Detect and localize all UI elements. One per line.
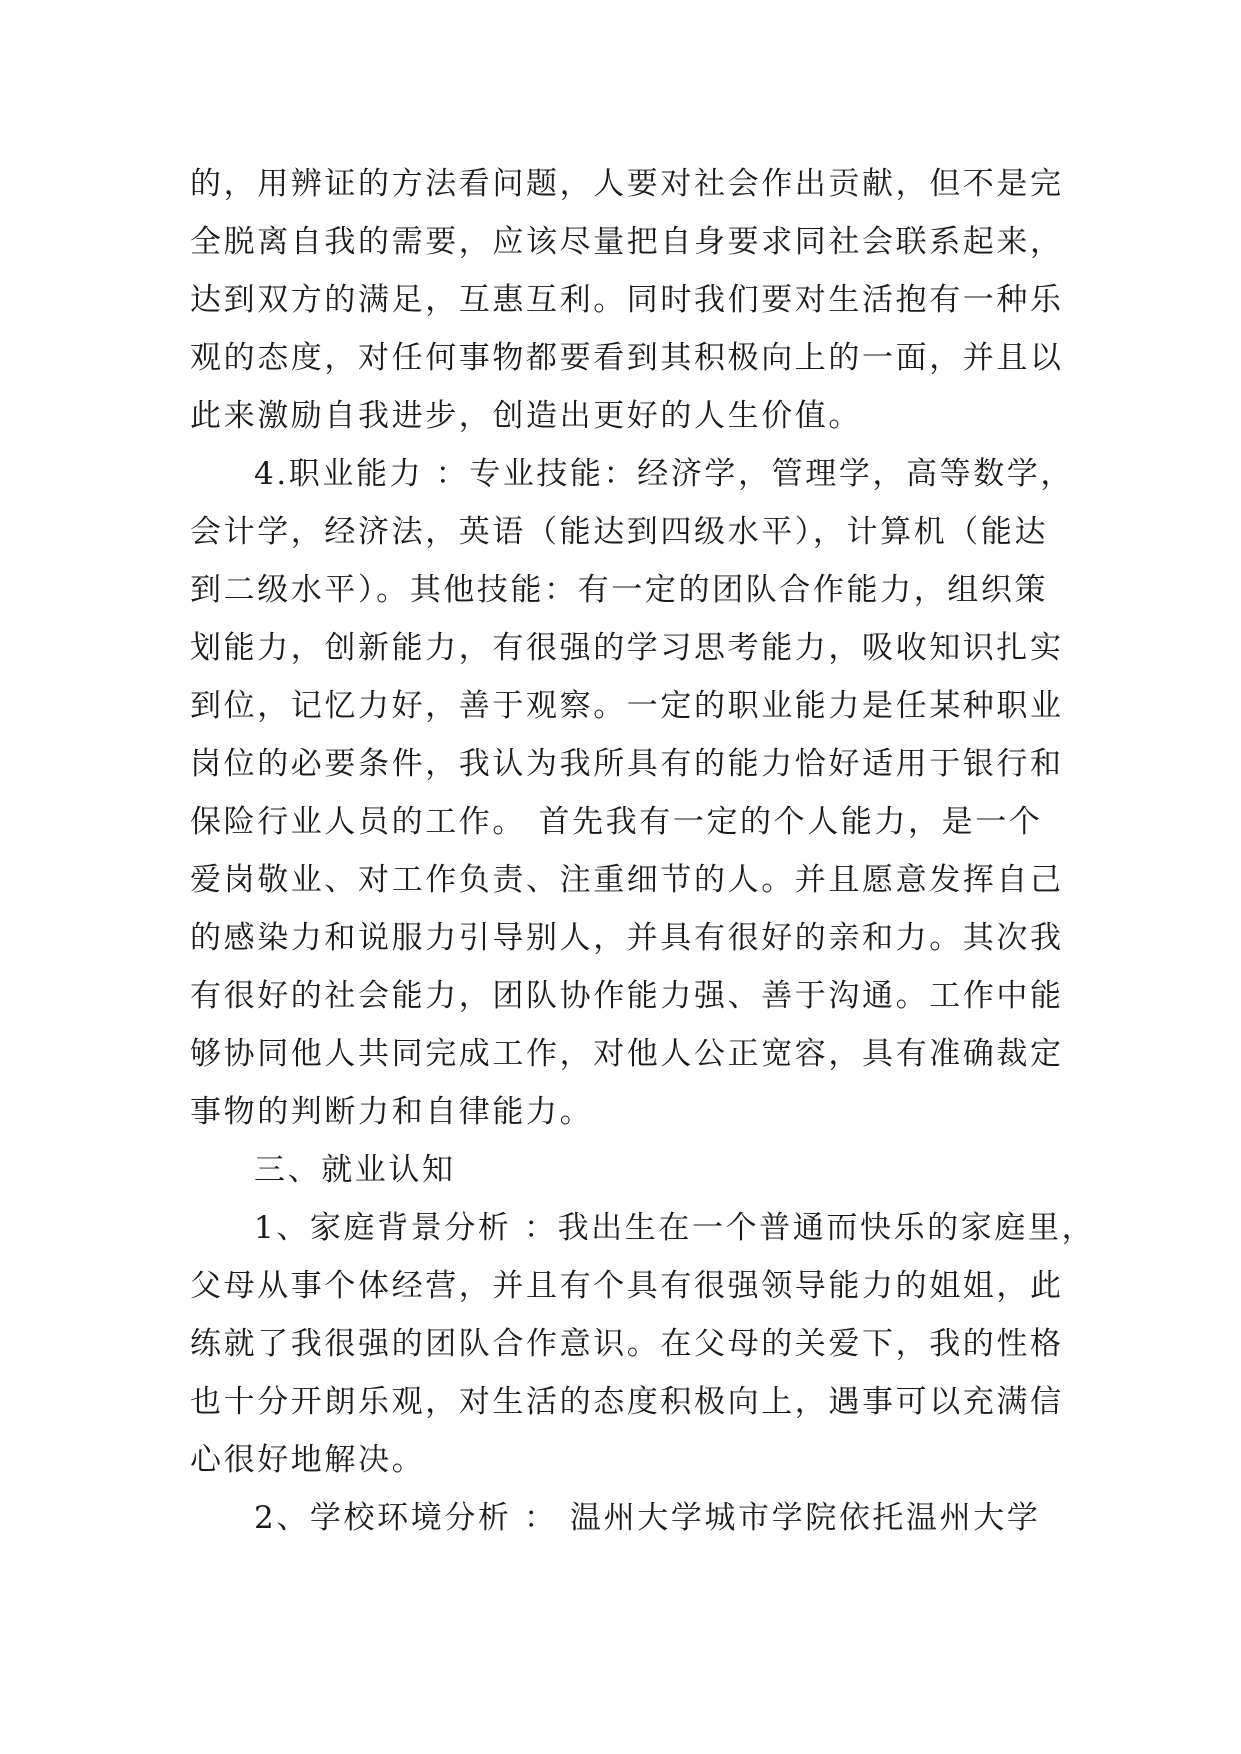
body-text	[190, 155, 1096, 1547]
text-line: 达到双方的满足，互惠互利。同时我们要对生活抱有一种乐	[190, 282, 1064, 318]
text-line: 有很好的社会能力，团队协作能力强、善于沟通。工作中能	[190, 978, 1064, 1014]
text-line: 心很好地解决。	[190, 1442, 426, 1478]
text-line: 父母从事个体经营，并且有个具有很强领导能力的姐姐，此	[190, 1268, 1064, 1304]
paragraph-start-line: 4.职业能力 ：专业技能：经济学，管理学，高等数学，	[254, 456, 1075, 492]
text-line: 岗位的必要条件，我认为我所具有的能力恰好适用于银行和	[190, 746, 1064, 782]
text-line: 的感染力和说服力引导别人，并具有很好的亲和力。其次我	[190, 920, 1064, 956]
text-line: 到位，记忆力好，善于观察。一定的职业能力是任某种职业	[190, 688, 1064, 724]
paragraph-start-line: 2、学校环境分析 ： 温州大学城市学院依托温州大学	[254, 1500, 1041, 1536]
text-line: 够协同他人共同完成工作，对他人公正宽容，具有准确裁定	[190, 1036, 1064, 1072]
paragraph-start-line: 三、就业认知	[254, 1152, 456, 1188]
text-line: 到二级水平）。其他技能：有一定的团队合作能力，组织策	[190, 572, 1049, 608]
text-line: 练就了我很强的团队合作意识。在父母的关爱下，我的性格	[190, 1326, 1064, 1362]
text-line: 此来激励自我进步，创造出更好的人生价值。	[190, 398, 862, 434]
text-line: 事物的判断力和自律能力。	[190, 1094, 594, 1130]
text-line: 爱岗敬业、对工作负责、注重细节的人。并且愿意发挥自己	[190, 862, 1064, 898]
text-line: 会计学，经济法，英语（能达到四级水平），计算机（能达	[190, 514, 1049, 550]
text-line: 观的态度，对任何事物都要看到其积极向上的一面，并且以	[190, 340, 1064, 376]
text-line: 也十分开朗乐观，对生活的态度积极向上，遇事可以充满信	[190, 1384, 1064, 1420]
text-line: 全脱离自我的需要，应该尽量把自身要求同社会联系起来，	[190, 224, 1064, 260]
text-line: 保险行业人员的工作。 首先我有一定的个人能力，是一个	[190, 804, 1043, 840]
text-line: 的，用辨证的方法看问题，人要对社会作出贡献，但不是完	[190, 166, 1064, 202]
text-line: 划能力，创新能力，有很强的学习思考能力，吸收知识扎实	[190, 630, 1064, 666]
paragraph-start-line: 1、家庭背景分析 ：我出生在一个普通而快乐的家庭里，	[254, 1210, 1096, 1246]
